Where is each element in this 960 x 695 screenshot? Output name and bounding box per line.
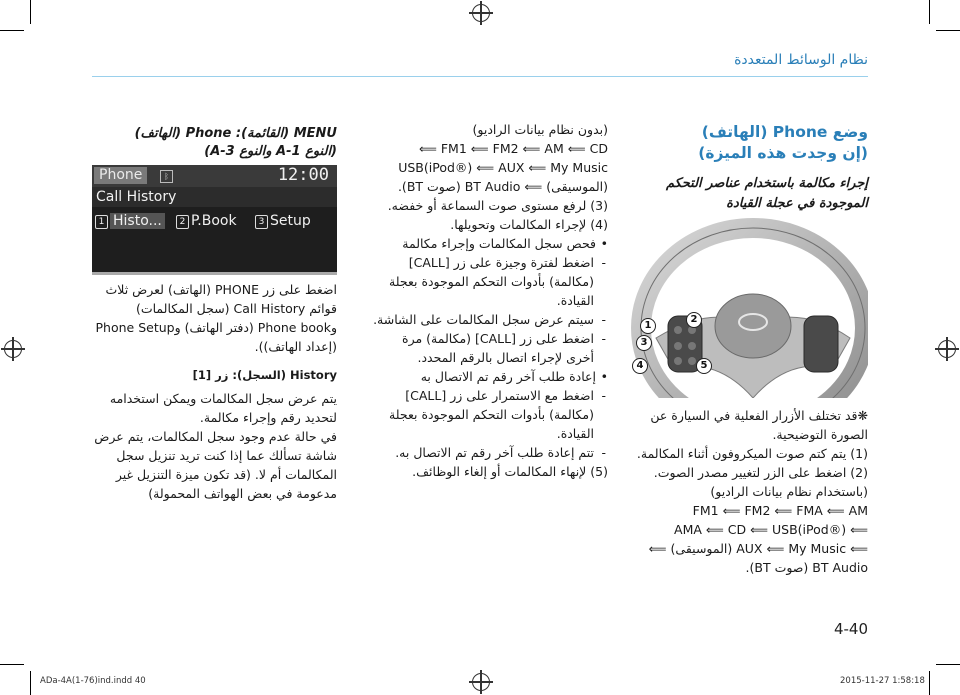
item-source: (2) اضغط على الزر لتغيير مصدر الصوت. <box>653 465 868 480</box>
lcd-clock: 12:00 <box>277 165 329 185</box>
header-rule <box>92 76 868 77</box>
lcd-phonebook-label: P.Book <box>191 213 237 229</box>
menu-subheading: (النوع A-1 والنوع A-3) <box>204 144 337 159</box>
source-sequence-line: BT Audio (صوت BT). <box>745 560 868 575</box>
left-body <box>92 280 337 503</box>
footer-timestamp: 2015-11-27 1:58:18 <box>840 676 925 686</box>
steering-subheading <box>628 174 868 214</box>
crop-mark <box>929 671 930 695</box>
crop-mark <box>30 0 31 24</box>
crop-mark <box>936 30 960 31</box>
lcd-setup-label: Setup <box>270 213 311 229</box>
steering-wheel-icon <box>628 218 868 398</box>
steering-subheading-line: إجراء مكالمة باستخدام عناصر التحكم <box>665 176 868 191</box>
source-sequence-line: ⟸ AUX ⟸ My Music (الموسيقى) ⟸ <box>648 541 868 556</box>
lcd-mode-label: Phone <box>94 167 147 184</box>
rds-line: (باستخدام نظام بيانات الراديو) <box>710 484 868 499</box>
phone-mode-heading-line: (إن وجدت هذه الميزة) <box>698 144 868 162</box>
source-sequence-line: ⟸ AMA ⟸ CD ⟸ USB(iPod®) <box>674 522 868 537</box>
lcd-num-badge: 3 <box>255 215 268 229</box>
phone-button-paragraph: اضغط على زر PHONE (الهاتف) لعرض ثلاث قوائم Call History (سجل المكالمات) وPhone book (دفتر الهاتف) وPhone Setup (إعداد الهاتف)). <box>95 282 337 354</box>
bluetooth-icon: ᛒ <box>160 170 173 183</box>
lcd-history-label: Histo... <box>110 213 165 229</box>
section-title: نظام الوسائط المتعددة <box>734 52 868 68</box>
note-text: قد تختلف الأزرار الفعلية في السيارة عن <box>650 408 858 423</box>
callout-3: 3 <box>636 335 652 351</box>
dash-item: - اضغط على زر [CALL] (مكالمة) مرة أخرى لإجراء اتصال بالرقم المحدد. <box>372 329 608 367</box>
phone-mode-heading <box>628 122 868 164</box>
registration-mark-icon <box>472 4 490 22</box>
registration-mark-icon <box>938 340 956 358</box>
source-sequence-line: (الموسيقى) ⟸ BT Audio (صوت BT). <box>397 179 608 194</box>
footer-filename: ADa-4A(1-76)ind.indd 40 <box>40 676 146 686</box>
note-line: الصورة التوضيحية. <box>772 427 868 442</box>
right-body <box>628 406 868 577</box>
callout-2: 2 <box>686 312 702 328</box>
lcd-title: Call History <box>96 189 177 205</box>
steering-wheel-illustration <box>628 218 868 398</box>
menu-heading: MENU (القائمة): Phone (الهاتف) <box>134 126 337 141</box>
dash-item: - اضغط مع الاستمرار على زر [CALL] (مكالمة) بأدوات التحكم الموجودة بعجلة القيادة. <box>372 386 608 443</box>
phone-lcd-screen <box>92 165 337 275</box>
lcd-num-badge: 2 <box>176 215 189 229</box>
lcd-bottom-bar <box>92 272 337 275</box>
callout-4: 4 <box>632 358 648 374</box>
crop-mark <box>0 664 24 665</box>
note-line <box>628 406 868 425</box>
history-empty-paragraph: في حالة عدم وجود سجل المكالمات، يتم عرض شاشة تسألك عما إذا كنت تريد تنزيل سجل المكالمات أم لا. (قد تكون ميزة التنزيل غير مدعومة في بعض الهواتف المحمولة) <box>94 429 337 501</box>
lcd-phonebook-button[interactable] <box>176 211 237 231</box>
crop-mark <box>936 664 960 665</box>
lcd-title-row <box>92 187 337 207</box>
steering-subheading-line: الموجودة في عجلة القيادة <box>726 196 868 211</box>
no-rds-line: (بدون نظام بيانات الراديو) <box>472 122 608 137</box>
bullet-check-history: • فحص سجل المكالمات وإجراء مكالمة <box>372 234 608 253</box>
history-paragraph: يتم عرض سجل المكالمات ويمكن استخدامه لتحديد رقم وإجراء مكالمة. <box>109 391 337 425</box>
dash-item: - اضغط لفترة وجيزة على زر [CALL] (مكالمة) بأدوات التحكم الموجودة بعجلة القيادة. <box>372 253 608 310</box>
callout-1: 1 <box>640 318 656 334</box>
item-mute: (1) يتم كتم صوت الميكروفون أثناء المكالمة. <box>636 446 868 461</box>
middle-body <box>372 120 608 481</box>
registration-mark-icon <box>472 673 490 691</box>
page-number: 4-40 <box>833 620 868 638</box>
lcd-setup-button[interactable] <box>255 211 311 231</box>
source-sequence-line: USB(iPod®) ⟸ AUX ⟸ My Music <box>398 160 608 175</box>
bullet-redial: • إعادة طلب آخر رقم تم الاتصال به <box>372 367 608 386</box>
dash-item: - تتم إعادة طلب آخر رقم تم الاتصال به. <box>372 443 608 462</box>
source-sequence-line: FM1 ⟸ FM2 ⟸ FMA ⟸ AM <box>692 503 868 518</box>
registration-mark-icon <box>4 340 22 358</box>
note-star-icon: ❋ <box>857 408 868 423</box>
crop-mark <box>30 671 31 695</box>
item-end-call: (5) لإنهاء المكالمات أو إلغاء الوظائف. <box>412 464 608 479</box>
dash-item: - سيتم عرض سجل المكالمات على الشاشة. <box>372 310 608 329</box>
history-title: History (السجل): زر [1] <box>192 368 337 382</box>
source-sequence-line: FM1 ⟸ FM2 ⟸ AM ⟸ CD ⟸ <box>418 141 608 156</box>
crop-mark <box>0 30 24 31</box>
item-volume: (3) لرفع مستوى صوت السماعة أو خفضه. <box>387 198 608 213</box>
lcd-num-badge: 1 <box>95 215 108 229</box>
lcd-history-button[interactable] <box>95 211 165 231</box>
crop-mark <box>929 0 930 24</box>
callout-5: 5 <box>696 358 712 374</box>
item-call: (4) لإجراء المكالمات وتحويلها. <box>450 217 608 232</box>
phone-mode-heading-line: وضع Phone (الهاتف) <box>701 123 868 141</box>
lcd-status-bar <box>92 165 337 187</box>
